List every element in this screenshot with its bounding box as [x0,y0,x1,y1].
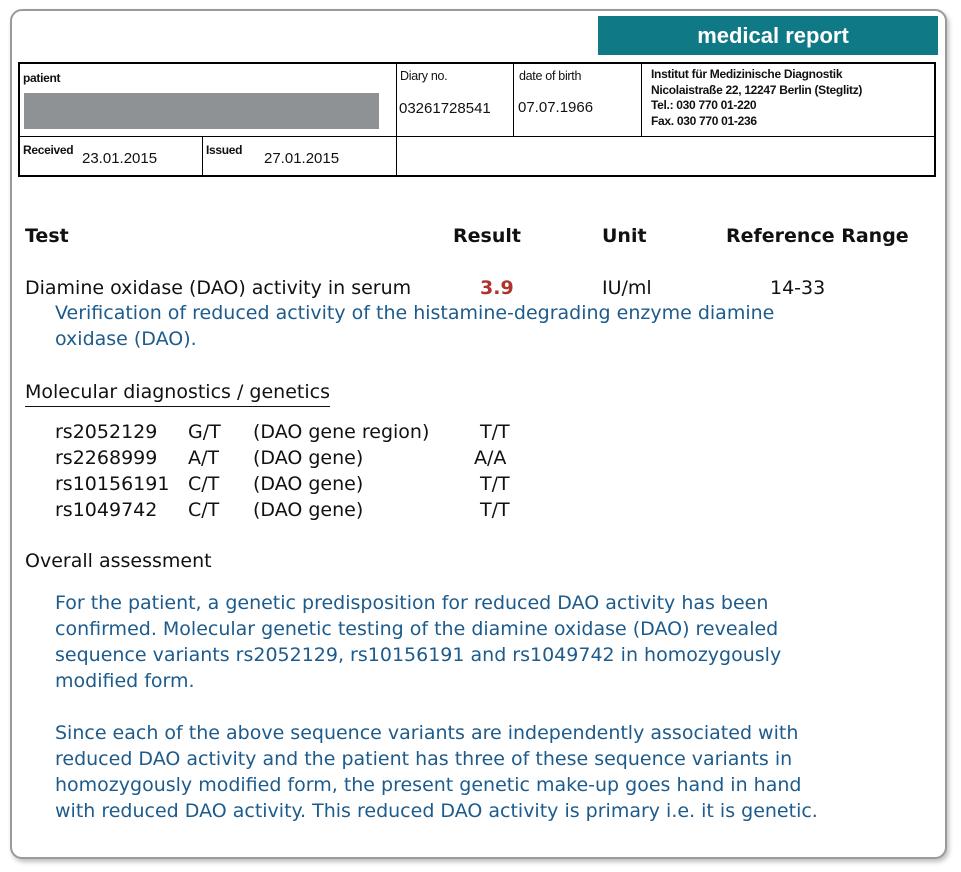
header-col-divider [396,64,397,177]
assessment-paragraph [55,590,925,694]
institute-tel: Tel.: 030 770 01-220 [651,98,757,112]
snp-alleles: C/T [188,499,220,521]
patient-label: patient [23,71,61,85]
col-header-reference: Reference Range [726,225,909,247]
header-row-divider [20,136,936,137]
dob-label: date of birth [519,69,582,83]
paragraph-line: homozygously modified form, the present genetic make-up goes hand in hand [55,774,802,796]
snp-alleles: A/T [188,447,220,469]
dao-reference-range: 14-33 [770,277,826,299]
header-col-divider [513,64,514,136]
received-label: Received [23,143,74,157]
dao-unit: IU/ml [602,277,652,299]
col-header-unit: Unit [602,225,647,247]
paragraph-line: confirmed. Molecular genetic testing of the diamine oxidase (DAO) revealed [55,618,779,640]
paragraph-line: modified form. [55,670,195,692]
paragraph-line: with reduced DAO activity. This reduced DAO activity is primary i.e. it is genetic. [55,800,818,822]
received-value: 23.01.2015 [82,150,158,167]
snp-region: (DAO gene) [253,499,364,521]
institute-address [651,67,862,129]
snp-region: (DAO gene region) [253,421,430,443]
snp-alleles: C/T [188,473,220,495]
diary-cell [400,69,447,83]
snp-region: (DAO gene) [253,473,364,495]
snp-genotype: A/A [474,447,507,469]
paragraph-line: reduced DAO activity and the patient has three of these sequence variants in [55,748,793,770]
snp-genotype: T/T [480,499,510,521]
snp-genotype: T/T [480,473,510,495]
dao-note-line: oxidase (DAO). [55,328,197,350]
institute-street: Nicolaistraße 22, 12247 Berlin (Steglitz) [651,82,863,97]
report-title: medical report [697,22,849,48]
issued-value: 27.01.2015 [264,150,340,167]
patient-header-table [18,62,936,177]
institute-fax: Fax. 030 770 01-236 [651,113,757,128]
patient-cell [23,69,60,87]
paragraph-line: Since each of the above sequence variants are independently associated with [55,722,799,744]
dob-cell [519,69,581,83]
assessment-heading: Overall assessment [25,550,212,572]
diary-value: 03261728541 [399,100,491,117]
snp-id: rs10156191 [55,473,170,495]
assessment-paragraph [55,720,925,824]
patient-name-redacted [24,93,379,129]
header-col-divider [202,136,203,177]
dao-test-name: Diamine oxidase (DAO) activity in serum [25,277,412,299]
header-col-divider [641,64,642,136]
dao-note-line: Verification of reduced activity of the histamine-degrading enzyme diamine [55,302,775,324]
snp-genotype: T/T [480,421,510,443]
paragraph-line: sequence variants rs2052129, rs10156191 and rs1049742 in homozygously [55,644,782,666]
dao-result-value: 3.9 [480,277,514,299]
col-header-result: Result [453,225,521,247]
snp-alleles: G/T [188,421,221,443]
snp-id: rs2052129 [55,421,158,443]
molecular-heading: Molecular diagnostics / genetics [25,381,330,407]
report-title-banner [598,16,938,55]
issued-label: Issued [206,143,243,157]
snp-id: rs1049742 [55,499,158,521]
col-header-test: Test [25,225,69,247]
snp-id: rs2268999 [55,447,158,469]
diary-label: Diary no. [400,69,448,83]
dob-value: 07.07.1966 [518,99,594,116]
institute-name: Institut für Medizinische Diagnostik [651,67,843,81]
paragraph-line: For the patient, a genetic predisposition for reduced DAO activity has been [55,592,769,614]
snp-region: (DAO gene) [253,447,364,469]
